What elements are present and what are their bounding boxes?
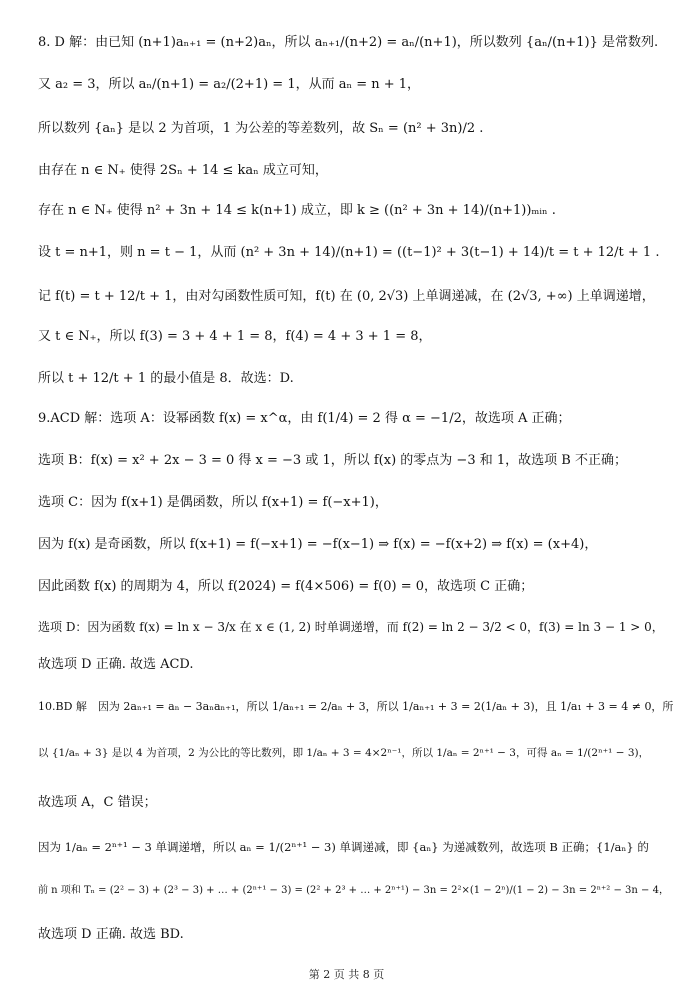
text-line: 又 t ∈ N₊，所以 f(3) = 3 + 4 + 1 = 8，f(4) = 4 + 3 + 1 = 8， <box>38 329 432 344</box>
text-line: 因为 f(x) 是奇函数，所以 f(x+1) = f(−x+1) = −f(x−1) ⇒ f(x) = −f(x+2) ⇒ f(x) = (x+4)， <box>38 537 598 552</box>
text-line: 所以 t + 12/t + 1 的最小值是 8．故选：D. <box>38 371 294 386</box>
text-line: 由存在 n ∈ N₊ 使得 2Sₙ + 14 ≤ kaₙ 成立可知， <box>38 163 328 178</box>
text-line: 因此函数 f(x) 的周期为 4，所以 f(2024) = f(4×506) = f(0) = 0，故选项 C 正确； <box>38 579 534 594</box>
page-footer: 第 2 页 共 8 页 <box>308 968 385 981</box>
text-line: 10.BD 解 因为 2aₙ₊₁ = aₙ − 3aₙaₙ₊₁，所以 1/aₙ₊₁ = 2/aₙ + 3，所以 1/aₙ₊₁ + 3 = 2(1/aₙ + 3)，且 1/a₁ + 3 = 4 ≠ 0，所 <box>38 700 674 713</box>
text-line: 前 n 项和 Tₙ = (2² − 3) + (2³ − 3) + … + (2ⁿ⁺¹ − 3) = (2² + 2³ + … + 2ⁿ⁺¹) − 3n = 2²×(1 − 2ⁿ)/(1 − 2) − 3n = 2ⁿ⁺² − 3n − 4， <box>38 885 669 896</box>
text-line: 选项 B：f(x) = x² + 2x − 3 = 0 得 x = −3 或 1，所以 f(x) 的零点为 −3 和 1，故选项 B 不正确； <box>38 453 627 468</box>
text-line: 选项 D：因为函数 f(x) = ln x − 3/x 在 x ∈ (1, 2) 时单调递增，而 f(2) = ln 2 − 3/2 < 0，f(3) = ln 3 − 1 > 0， <box>38 620 664 634</box>
text-line: 存在 n ∈ N₊ 使得 n² + 3n + 14 ≤ k(n+1) 成立，即 k ≥ ((n² + 3n + 14)/(n+1))ₘᵢₙ . <box>38 203 556 218</box>
text-line: 所以数列 {aₙ} 是以 2 为首项，1 为公差的等差数列，故 Sₙ = (n² + 3n)/2 . <box>38 121 484 136</box>
text-line: 选项 C：因为 f(x+1) 是偶函数，所以 f(x+1) = f(−x+1)， <box>38 495 388 510</box>
text-line: 因为 1/aₙ = 2ⁿ⁺¹ − 3 单调递增，所以 aₙ = 1/(2ⁿ⁺¹ − 3) 单调递减，即 {aₙ} 为递减数列，故选项 B 正确；{1/aₙ} 的 <box>38 840 649 854</box>
text-line: 记 f(t) = t + 12/t + 1，由对勾函数性质可知，f(t) 在 (0, 2√3) 上单调递减，在 (2√3, +∞) 上单调递增， <box>38 289 655 304</box>
text-line: 故选项 D 正确. 故选 BD. <box>38 927 184 942</box>
text-line: 又 a₂ = 3，所以 aₙ/(n+1) = a₂/(2+1) = 1，从而 aₙ = n + 1， <box>38 77 421 92</box>
text-line: 故选项 D 正确. 故选 ACD. <box>38 657 194 672</box>
text-line: 以 {1/aₙ + 3} 是以 4 为首项，2 为公比的等比数列，即 1/aₙ + 3 = 4×2ⁿ⁻¹，所以 1/aₙ = 2ⁿ⁺¹ − 3，可得 aₙ = 1/(2ⁿ⁺¹ − 3)， <box>38 747 650 759</box>
text-line: 8. D 解：由已知 (n+1)aₙ₊₁ = (n+2)aₙ，所以 aₙ₊₁/(n+2) = aₙ/(n+1)，所以数列 {aₙ/(n+1)} 是常数列. <box>38 35 659 50</box>
text-line: 故选项 A，C 错误； <box>38 795 157 810</box>
text-line: 9.ACD 解：选项 A：设幂函数 f(x) = x^α，由 f(1/4) = 2 得 α = −1/2，故选项 A 正确； <box>38 411 571 426</box>
text-line: 设 t = n+1，则 n = t − 1，从而 (n² + 3n + 14)/(n+1) = ((t−1)² + 3(t−1) + 14)/t = t + 12/t + 1 . <box>38 245 660 260</box>
